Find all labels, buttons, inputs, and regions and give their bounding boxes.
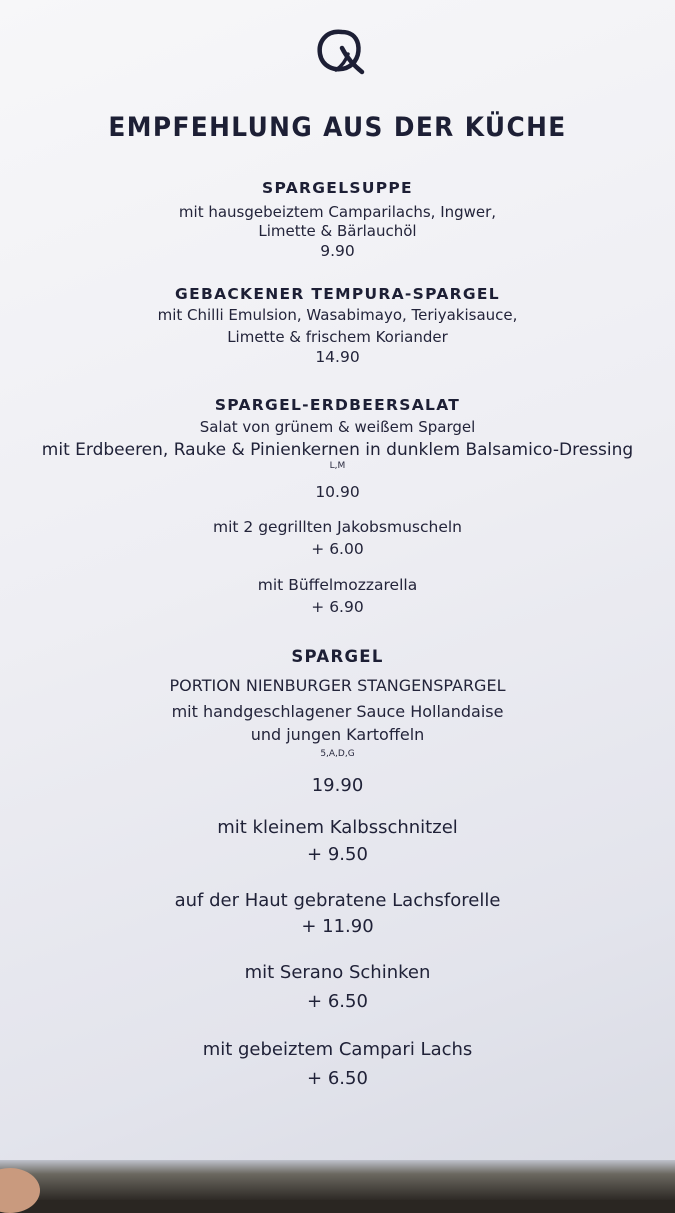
dish-name-erdbeersalat: SPARGEL-ERDBEERSALAT bbox=[214, 396, 461, 414]
dish-price: 9.90 bbox=[320, 242, 355, 260]
extra-option: auf der Haut gebratene Lachsforelle bbox=[174, 890, 501, 911]
dish-price: 10.90 bbox=[315, 483, 360, 501]
dish-description: mit Erdbeeren, Rauke & Pinienkernen in dunklem Balsamico-Dressing bbox=[41, 440, 634, 460]
dish-description: Salat von grünem & weißem Spargel bbox=[199, 418, 476, 436]
allergen-codes: L,M bbox=[329, 461, 346, 471]
dish-description: PORTION NIENBURGER STANGENSPARGEL bbox=[169, 676, 506, 695]
extra-price: + 6.50 bbox=[307, 1068, 368, 1089]
dish-name-spargel: SPARGEL bbox=[291, 647, 384, 666]
table-surface bbox=[0, 1160, 675, 1200]
allergen-codes: 5,A,D,G bbox=[320, 749, 355, 759]
dish-name-tempura-spargel: GEBACKENER TEMPURA-SPARGEL bbox=[175, 285, 500, 303]
extra-price: + 6.90 bbox=[311, 598, 364, 616]
dish-description: Limette & frischem Koriander bbox=[227, 328, 448, 346]
dish-price: 14.90 bbox=[315, 348, 360, 366]
dish-description: mit Chilli Emulsion, Wasabimayo, Teriyakisauce, bbox=[157, 306, 518, 324]
extra-option: mit Serano Schinken bbox=[244, 962, 431, 983]
extra-option: mit Büffelmozzarella bbox=[257, 576, 418, 594]
extra-option: mit kleinem Kalbsschnitzel bbox=[217, 817, 458, 838]
menu-title: EMPFEHLUNG AUS DER KÜCHE bbox=[108, 112, 567, 143]
extra-option: mit gebeiztem Campari Lachs bbox=[202, 1039, 473, 1060]
extra-price: + 6.00 bbox=[311, 540, 364, 558]
dish-price: 19.90 bbox=[311, 775, 364, 796]
dish-name-spargelsuppe: SPARGELSUPPE bbox=[262, 179, 413, 197]
extra-price: + 6.50 bbox=[307, 991, 368, 1012]
extra-price: + 9.50 bbox=[307, 844, 368, 865]
restaurant-logo-icon bbox=[312, 26, 368, 78]
dish-description: Limette & Bärlauchöl bbox=[258, 222, 417, 240]
extra-price: + 11.90 bbox=[301, 916, 374, 937]
dish-description: mit handgeschlagener Sauce Hollandaise bbox=[171, 702, 504, 721]
dish-description: und jungen Kartoffeln bbox=[250, 725, 425, 744]
extra-option: mit 2 gegrillten Jakobsmuscheln bbox=[213, 518, 462, 536]
dish-description: mit hausgebeiztem Camparilachs, Ingwer, bbox=[178, 203, 497, 221]
